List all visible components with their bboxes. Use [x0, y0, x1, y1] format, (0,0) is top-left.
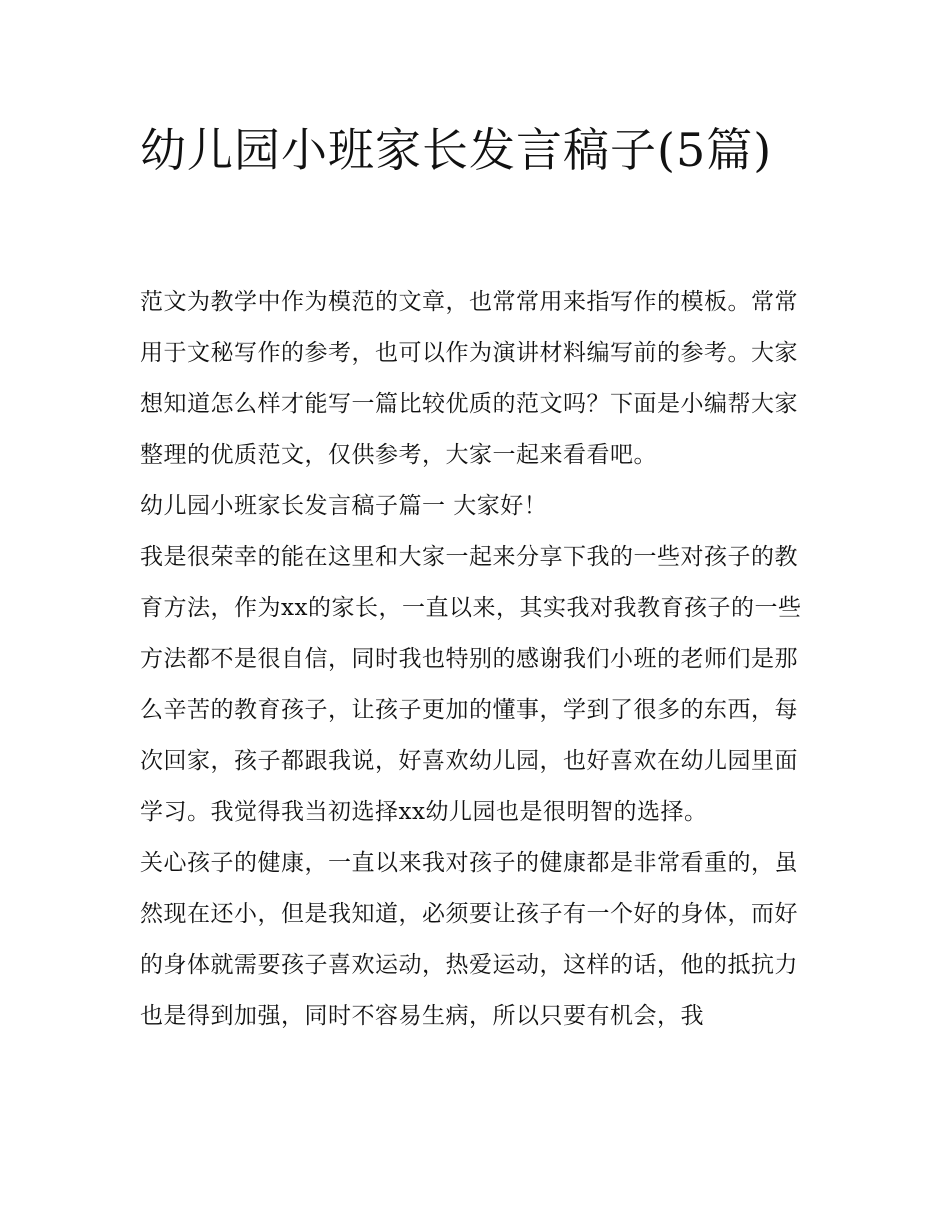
paragraph-section-heading: 幼儿园小班家长发言稿子篇一 大家好！ [140, 493, 548, 519]
document-body [140, 277, 820, 1042]
paragraph-intro: 范文为教学中作为模范的文章，也常常用来指写作的模板。常常用于文秘写作的参考，也可以作为演讲材料编写前的参考。大家想知道怎么样才能写一篇比较优质的范文吗？下面是小编帮大家整理的优质范文，仅供参考，大家一起来看看吧。 [140, 289, 798, 468]
paragraph-body-1: 我是很荣幸的能在这里和大家一起来分享下我的一些对孩子的教育方法，作为xx的家长，一直以来，其实我对我教育孩子的一些方法都不是很自信，同时我也特别的感谢我们小班的老师们是那么辛苦的教育孩子，让孩子更加的懂事，学到了很多的东西，每次回家，孩子都跟我说，好喜欢幼儿园，也好喜欢在幼儿园里面学习。我觉得我当初选择xx幼儿园也是很明智的选择。 [140, 544, 802, 825]
document-title: 幼儿园小班家长发言稿子(5篇) [140, 123, 773, 177]
paragraph-body-2: 关心孩子的健康，一直以来我对孩子的健康都是非常看重的，虽然现在还小，但是我知道，必须要让孩子有一个好的身体，而好的身体就需要孩子喜欢运动，热爱运动，这样的话，他的抵抗力也是得到加强，同时不容易生病，所以只要有机会，我 [140, 850, 798, 1029]
